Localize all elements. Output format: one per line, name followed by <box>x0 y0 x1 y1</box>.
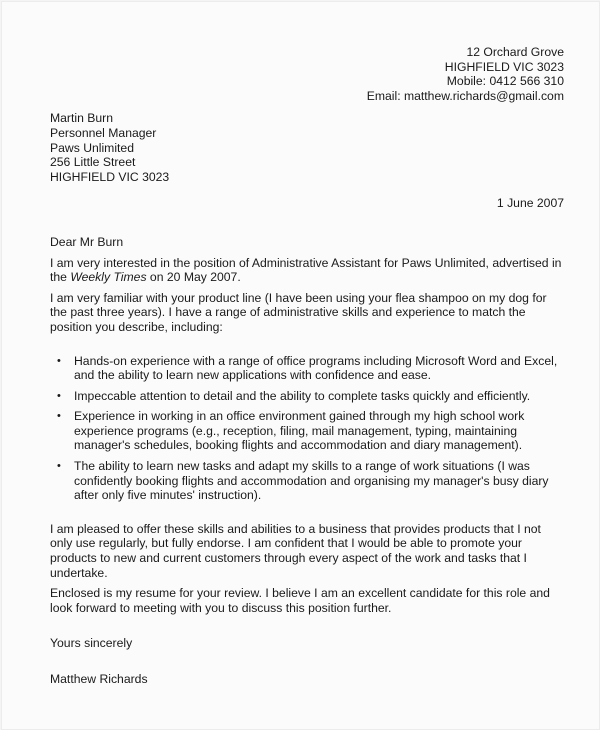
sender-email: Email: matthew.richards@gmail.com <box>366 88 564 103</box>
pleased-paragraph: I am pleased to offer these skills and abilities to a business that provides products that I not only use regularly, but fully endorse. I am confident that I would be able to promote your products to new and current customers through every aspect of the work and tasks that I undertake. <box>50 521 541 580</box>
sender-mobile: Mobile: 0412 566 310 <box>446 74 564 89</box>
intro-text-after: on 20 May 2007. <box>146 270 241 285</box>
enclosed-paragraph: Enclosed is my resume for your review. I believe I am an excellent candidate for this role and look forward to meeting with you to discuss this position further. <box>50 586 550 615</box>
skill-text: Hands-on experience with a range of office programs including Microsoft Word and Excel, and the ability to learn new applications with confidence and ease. <box>74 353 558 383</box>
sender-address-line1: 12 Orchard Grove <box>466 45 564 59</box>
recipient-title: Personnel Manager <box>50 125 157 140</box>
recipient-name: Martin Burn <box>50 111 113 126</box>
document-page <box>1 1 600 730</box>
familiar-paragraph: I am very familiar with your product line (I have been using your flea shampoo on my dog for the past three years). I have a range of administrative skills and experience to match the position you describe, including: <box>50 290 547 334</box>
sender-address-line2: HIGHFIELD VIC 3023 <box>444 59 564 74</box>
skill-item <box>50 389 564 404</box>
salutation: Dear Mr Burn <box>50 234 124 249</box>
skill-item <box>50 354 564 383</box>
intro-text-before: I am very interested in the position of Administrative Assistant for Paws Unlimited, advertised in the <box>50 255 562 285</box>
recipient-company: Paws Unlimited <box>50 140 134 155</box>
skills-list <box>50 354 564 503</box>
bullet-icon: • <box>57 354 61 367</box>
publication-name: Weekly Times <box>70 270 147 285</box>
bullet-icon: • <box>57 389 61 402</box>
skill-item <box>50 409 564 453</box>
intro-paragraph <box>50 256 564 285</box>
skill-text: The ability to learn new tasks and adapt my skills to a range of work situations (I was confidently booking flights and accommodation and organising my manager's busy diary after only five minutes' instruction). <box>74 459 549 503</box>
bullet-icon: • <box>57 460 61 473</box>
skill-item <box>50 459 564 503</box>
skill-text: Experience in working in an office environment gained through my high school work experience programs (e.g., reception, filing, mail management, typing, maintaining manager's schedules, booking flights and accommodation and diary management). <box>74 409 525 453</box>
skill-text: Impeccable attention to detail and the ability to complete tasks quickly and efficiently. <box>74 388 531 403</box>
recipient-block <box>50 111 564 184</box>
signature: Matthew Richards <box>50 672 148 686</box>
recipient-street: 256 Little Street <box>50 155 136 170</box>
sender-block <box>50 45 564 103</box>
letter-date: 1 June 2007 <box>496 196 564 211</box>
letter-body <box>50 45 564 687</box>
closing: Yours sincerely <box>50 636 133 651</box>
recipient-city: HIGHFIELD VIC 3023 <box>50 169 170 184</box>
bullet-icon: • <box>57 410 61 423</box>
